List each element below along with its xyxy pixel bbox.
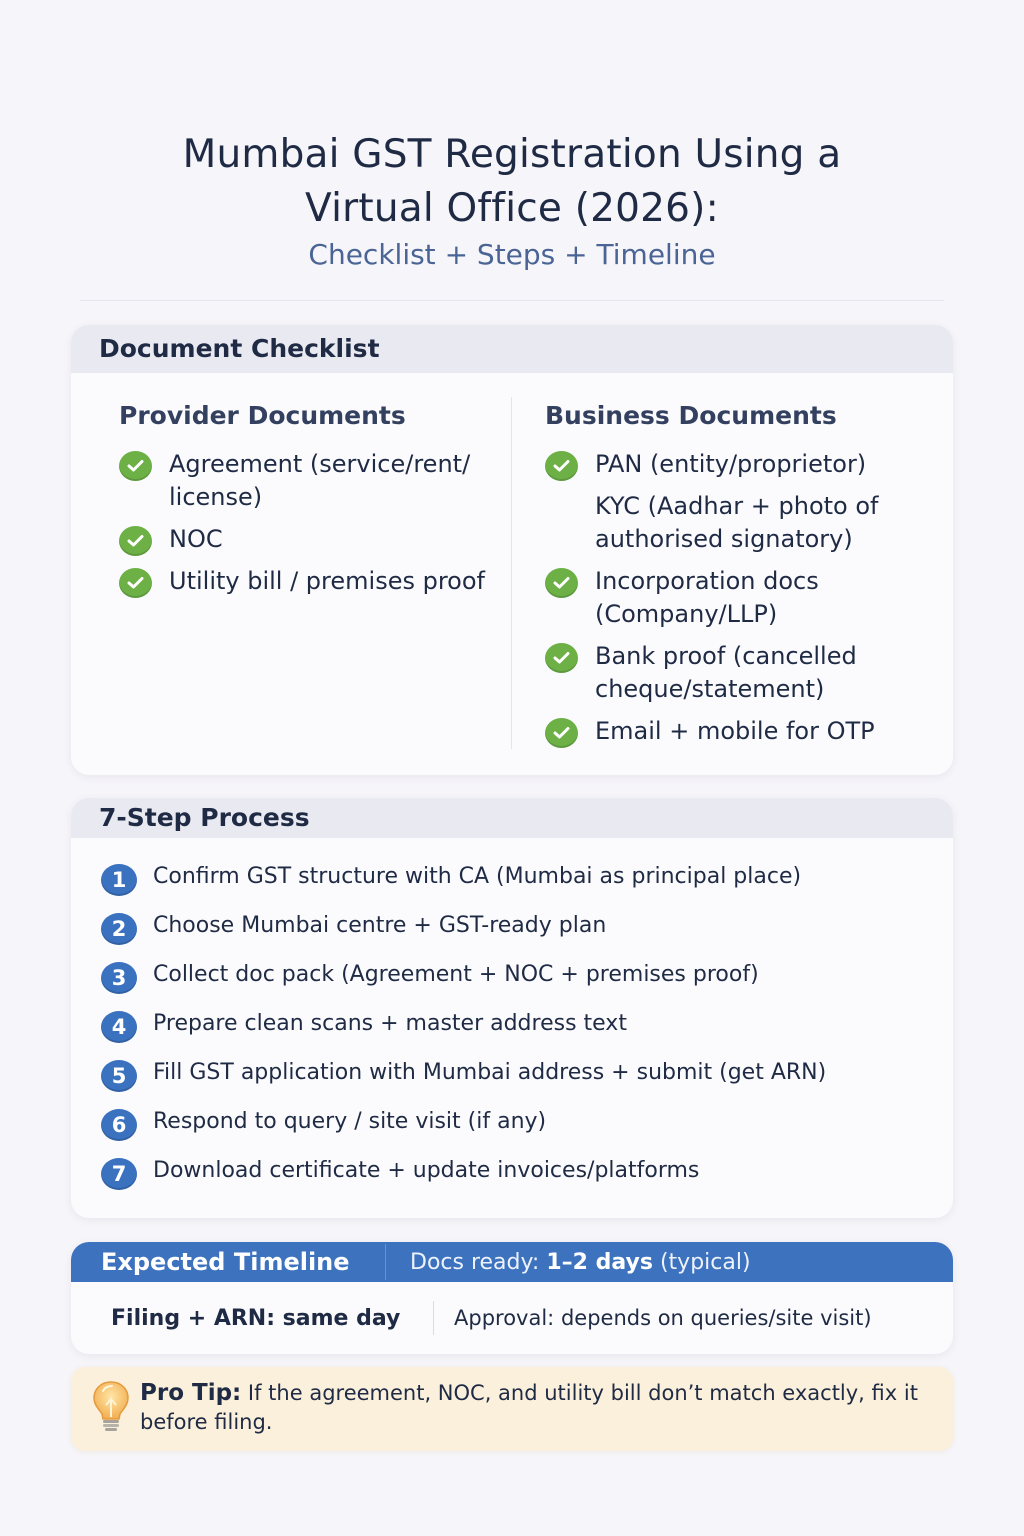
business-documents-title: Business Documents — [545, 401, 837, 430]
checklist-item-text: Utility bill / premises proof — [169, 567, 485, 595]
provider-documents-list — [119, 448, 509, 598]
step-list — [71, 838, 953, 1205]
step-item — [101, 960, 953, 1009]
step-text: Download certificate + update invoices/platforms — [153, 1158, 700, 1183]
pro-tip-body: If the agreement, NOC, and utility bill don’t match exactly, fix it before filing. — [140, 1381, 918, 1434]
approval-label: Approval: — [454, 1306, 555, 1330]
step-item — [101, 911, 953, 960]
docs-ready-value: 1–2 days — [546, 1249, 653, 1275]
step-number-badge: 7 — [101, 1158, 137, 1190]
step-number-badge: 1 — [101, 864, 137, 896]
pro-tip-box — [71, 1367, 953, 1451]
approval-text — [434, 1306, 872, 1330]
page-subtitle: Checklist + Steps + Timeline — [308, 238, 716, 271]
step-text: Fill GST application with Mumbai address + submit (get ARN) — [153, 1060, 827, 1085]
step-process-title: 7-Step Process — [71, 798, 953, 838]
timeline-header — [71, 1242, 953, 1282]
check-circle-icon — [119, 568, 152, 598]
checklist-item — [545, 448, 925, 481]
title-line-2: Virtual Office (2026): — [305, 186, 719, 231]
timeline-body — [71, 1282, 953, 1354]
title-line-1: Mumbai GST Registration Using a — [182, 132, 842, 177]
document-checklist-title: Document Checklist — [71, 325, 953, 373]
checklist-item-text: NOC — [169, 525, 223, 553]
column-divider — [511, 397, 512, 749]
lightbulb-icon — [91, 1379, 131, 1439]
business-documents-list — [545, 448, 925, 748]
step-number-badge: 4 — [101, 1011, 137, 1043]
pro-tip-text — [140, 1379, 930, 1437]
docs-ready-note: (typical) — [652, 1249, 751, 1275]
step-text: Prepare clean scans + master address text — [153, 1011, 627, 1036]
check-circle-icon — [545, 643, 578, 673]
checklist-item-text: Incorporation docs (Company/LLP) — [595, 567, 819, 628]
page-title — [0, 128, 1024, 236]
checklist-item — [119, 523, 509, 556]
step-text: Confirm GST structure with CA (Mumbai as principal place) — [153, 864, 802, 889]
step-number-badge: 5 — [101, 1060, 137, 1092]
checklist-item-text: KYC (Aadhar + photo of authorised signatory) — [595, 492, 879, 553]
filing-arn-text: Filing + ARN: same day — [111, 1305, 401, 1331]
check-circle-icon — [545, 568, 578, 598]
step-item — [101, 1156, 953, 1205]
approval-value: depends on queries/site visit) — [554, 1306, 872, 1330]
step-text: Choose Mumbai centre + GST-ready plan — [153, 913, 607, 938]
checklist-item — [119, 448, 509, 514]
pro-tip-label: Pro Tip: — [140, 1380, 242, 1406]
checklist-item-text: Agreement (service/rent/ license) — [169, 450, 471, 511]
check-circle-icon — [545, 718, 578, 748]
check-circle-icon — [119, 451, 152, 481]
step-process-card — [71, 798, 953, 1218]
step-item — [101, 862, 953, 911]
step-number-badge: 2 — [101, 913, 137, 945]
checklist-item — [545, 490, 925, 556]
step-number-badge: 3 — [101, 962, 137, 994]
document-checklist-card — [71, 325, 953, 775]
timeline-title: Expected Timeline — [101, 1248, 350, 1276]
checklist-item-text: Email + mobile for OTP — [595, 717, 875, 745]
checklist-item — [119, 565, 509, 598]
header-divider — [80, 300, 944, 301]
step-item — [101, 1009, 953, 1058]
checklist-item — [545, 565, 925, 631]
step-item — [101, 1058, 953, 1107]
checklist-item — [545, 640, 925, 706]
step-text: Respond to query / site visit (if any) — [153, 1109, 547, 1134]
docs-ready-label: Docs ready: — [410, 1249, 547, 1275]
step-text: Collect doc pack (Agreement + NOC + premises proof) — [153, 962, 759, 987]
business-documents-column — [545, 373, 925, 757]
step-item — [101, 1107, 953, 1156]
provider-documents-column — [119, 373, 509, 607]
provider-documents-title: Provider Documents — [119, 401, 406, 430]
check-circle-icon — [545, 451, 578, 481]
checklist-item-text: PAN (entity/proprietor) — [595, 450, 867, 478]
check-circle-icon — [119, 526, 152, 556]
checklist-item-text: Bank proof (cancelled cheque/statement) — [595, 642, 857, 703]
step-number-badge: 6 — [101, 1109, 137, 1141]
checklist-item — [545, 715, 925, 748]
docs-ready-text — [386, 1250, 751, 1275]
expected-timeline-card — [71, 1242, 953, 1354]
